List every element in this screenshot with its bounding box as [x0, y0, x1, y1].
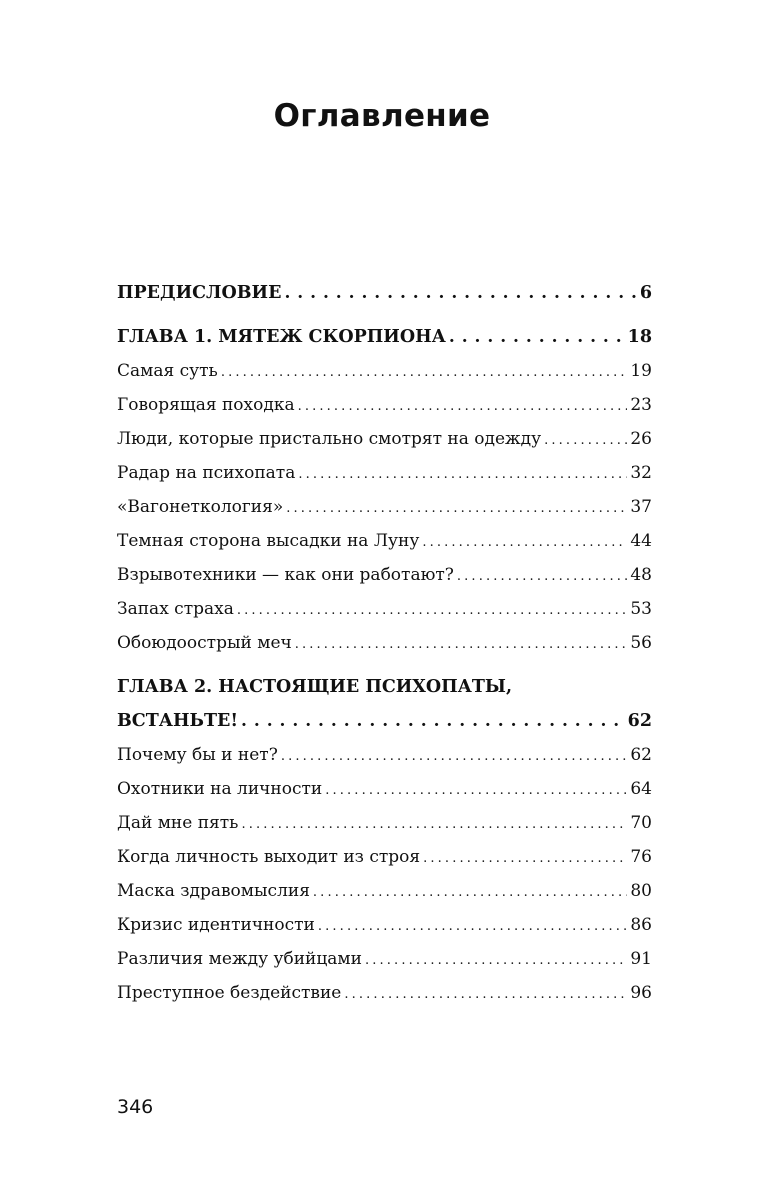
- toc-entry: [117, 422, 652, 456]
- toc-chapter-1: [117, 320, 652, 354]
- toc-page-number: 37: [630, 497, 652, 517]
- toc-chapter-title: ПРЕДИСЛОВИЕ: [117, 283, 282, 303]
- toc-chapter-title: ГЛАВА 2. НАСТОЯЩИЕ ПСИХОПАТЫ,: [117, 677, 513, 697]
- dot-leader: [221, 356, 628, 390]
- toc-chapter-2-line1: [117, 670, 652, 704]
- toc-page-number: 64: [630, 779, 652, 799]
- toc-entry-title: Говорящая походка: [117, 395, 295, 415]
- toc-entry: [117, 388, 652, 422]
- dot-leader: [313, 876, 627, 910]
- toc-entry: [117, 942, 652, 976]
- toc-page-number: 91: [630, 949, 652, 969]
- dot-leader: [295, 628, 628, 662]
- toc-page-number: 86: [630, 915, 652, 935]
- dot-leader: [241, 704, 625, 738]
- dot-leader: [449, 320, 625, 354]
- toc-entry: [117, 874, 652, 908]
- toc-page-number: 19: [630, 361, 652, 381]
- toc-entry: [117, 354, 652, 388]
- dot-leader: [365, 944, 627, 978]
- dot-leader: [318, 910, 627, 944]
- toc-page-number: 18: [627, 327, 652, 347]
- toc-page-number: 53: [630, 599, 652, 619]
- dot-leader: [281, 740, 628, 774]
- toc-chapter-title-continued: ВСТАНЬТЕ!: [117, 711, 239, 731]
- toc-entry: [117, 558, 652, 592]
- toc-entry-title: Самая суть: [117, 361, 218, 381]
- toc-entry: [117, 490, 652, 524]
- toc-page-number: 32: [630, 463, 652, 483]
- dot-leader: [325, 774, 627, 808]
- dot-leader: [457, 560, 627, 594]
- toc-entry: [117, 456, 652, 490]
- toc-entry-title: Обоюдоострый меч: [117, 633, 292, 653]
- toc-page-number: 62: [630, 745, 652, 765]
- toc-entry: [117, 840, 652, 874]
- toc-page-number: 26: [630, 429, 652, 449]
- dot-leader: [423, 842, 627, 876]
- toc-entry: [117, 592, 652, 626]
- toc-entry-title: Темная сторона высадки на Луну: [117, 531, 420, 551]
- page-number: 346: [117, 1096, 154, 1118]
- toc-entry-title: Почему бы и нет?: [117, 745, 278, 765]
- dot-leader: [237, 594, 628, 628]
- toc-page-number: 44: [630, 531, 652, 551]
- dot-leader: [286, 492, 627, 526]
- toc-page-number: 70: [630, 813, 652, 833]
- table-of-contents: [117, 276, 652, 1010]
- toc-entry-title: Преступное бездействие: [117, 983, 342, 1003]
- toc-page-number: 6: [639, 283, 652, 303]
- toc-page-number: 48: [630, 565, 652, 585]
- toc-entry: [117, 738, 652, 772]
- toc-page-number: 23: [630, 395, 652, 415]
- dot-leader: [544, 424, 627, 458]
- toc-entry-title: Дай мне пять: [117, 813, 239, 833]
- toc-entry-title: Радар на психопата: [117, 463, 296, 483]
- toc-entry-title: Люди, которые пристально смотрят на одежду: [117, 429, 542, 449]
- toc-page-number: 62: [627, 711, 652, 731]
- toc-entry: [117, 976, 652, 1010]
- toc-entry-title: «Вагонеткология»: [117, 497, 284, 517]
- toc-entry-title: Маска здравомыслия: [117, 881, 310, 901]
- dot-leader: [344, 978, 627, 1012]
- dot-leader: [422, 526, 627, 560]
- toc-page-number: 80: [630, 881, 652, 901]
- toc-entry: [117, 908, 652, 942]
- toc-entry-title: Когда личность выходит из строя: [117, 847, 421, 867]
- toc-entry-title: Различия между убийцами: [117, 949, 362, 969]
- toc-entry: [117, 806, 652, 840]
- toc-entry-title: Запах страха: [117, 599, 234, 619]
- toc-chapter-title: ГЛАВА 1. МЯТЕЖ СКОРПИОНА: [117, 327, 446, 347]
- dot-leader: [284, 276, 636, 310]
- toc-entry-title: Взрывотехники — как они работают?: [117, 565, 454, 585]
- dot-leader: [298, 458, 627, 492]
- toc-entry: [117, 524, 652, 558]
- toc-entry-title: Охотники на личности: [117, 779, 323, 799]
- toc-page-number: 76: [630, 847, 652, 867]
- toc-entry: [117, 626, 652, 660]
- toc-page-number: 96: [630, 983, 652, 1003]
- toc-entry-title: Кризис идентичности: [117, 915, 315, 935]
- dot-leader: [298, 390, 628, 424]
- toc-chapter-2-line2: [117, 704, 652, 738]
- page-title: Оглавление: [273, 98, 491, 134]
- toc-chapter-preface: [117, 276, 652, 310]
- dot-leader: [241, 808, 627, 842]
- toc-entry: [117, 772, 652, 806]
- toc-page-number: 56: [630, 633, 652, 653]
